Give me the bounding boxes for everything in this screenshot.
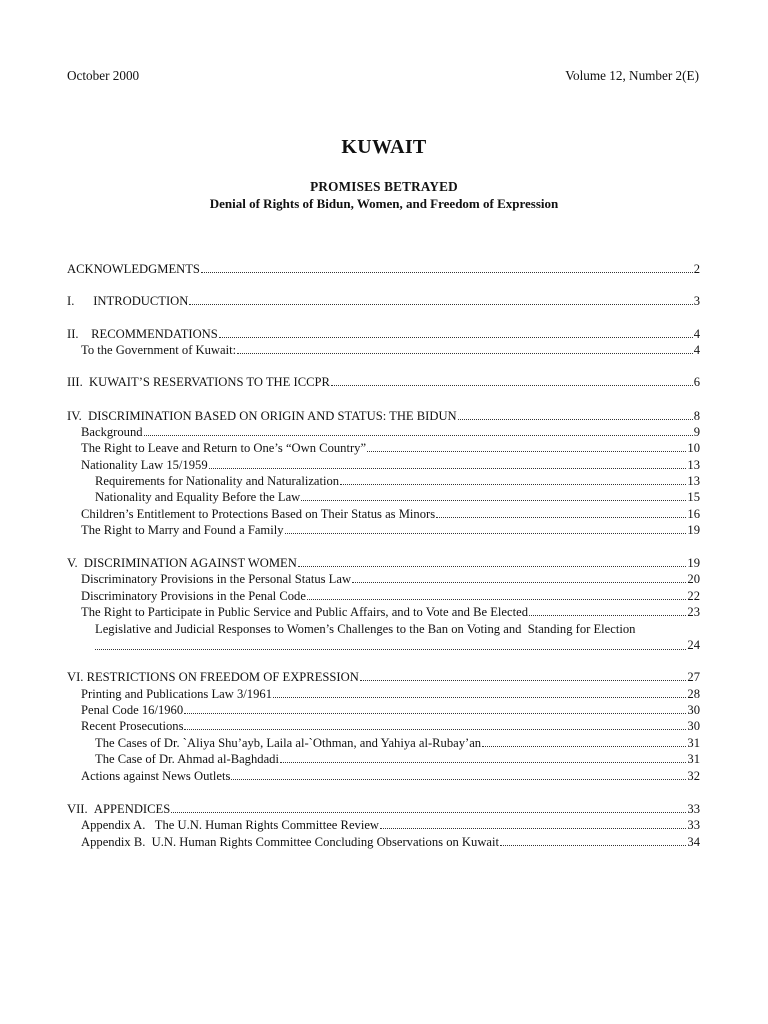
toc-entry-label: Nationality Law 15/1959 [81, 458, 208, 472]
leader-dots [340, 474, 686, 485]
toc-entry-introduction[interactable] [67, 293, 700, 309]
toc-page-number: 4 [693, 343, 700, 357]
leader-dots [184, 703, 686, 714]
toc-page-number: 2 [693, 262, 700, 276]
toc-entry-penal-code-provisions[interactable] [81, 588, 700, 604]
toc-page-number: 4 [693, 327, 700, 341]
toc-page-number: 32 [687, 769, 700, 783]
toc-page-number: 30 [687, 703, 700, 717]
leader-dots [380, 818, 686, 829]
volume-number: Volume 12, Number 2(E) [565, 68, 699, 83]
leader-dots [436, 507, 686, 518]
leader-dots [189, 294, 692, 305]
report-title: KUWAIT [341, 136, 427, 158]
leader-dots [273, 687, 686, 698]
toc-entry-news-outlets[interactable] [81, 768, 700, 784]
toc-entry-reservations[interactable] [67, 374, 700, 390]
toc-entry-label: Discriminatory Provisions in the Penal Code [81, 589, 306, 603]
toc-entry-personal-status-law[interactable] [81, 571, 700, 587]
leader-dots [529, 605, 686, 616]
issue-date: October 2000 [67, 68, 140, 83]
toc-page-number: 33 [687, 818, 700, 832]
toc-entry-case-baghdadi[interactable] [95, 751, 700, 767]
toc-page-number: 15 [687, 490, 700, 504]
report-description: Denial of Rights of Bidun, Women, and Freedom of Expression [209, 196, 559, 211]
toc-entry-childrens-entitlement[interactable] [81, 506, 700, 522]
toc-entry-to-government[interactable] [81, 342, 700, 358]
toc-page-number: 22 [687, 589, 700, 603]
leader-dots [231, 769, 686, 780]
toc-entry-legislative-responses[interactable] [95, 621, 700, 653]
toc-entry-cases-aliya[interactable] [95, 735, 700, 751]
toc-entry-label: The Cases of Dr. `Aliya Shu’ayb, Laila al-`Othman, and Yahiya al-Rubay’an [95, 736, 482, 750]
toc-page-number: 6 [693, 375, 700, 389]
toc-entry-label: The Right to Leave and Return to One’s “Own Country” [81, 441, 367, 455]
toc-entry-discrimination-bidun[interactable] [67, 408, 700, 424]
toc-entry-label: The Case of Dr. Ahmad al-Baghdadi [95, 752, 279, 766]
toc-entry-label: Discriminatory Provisions in the Personal Status Law [81, 572, 352, 586]
toc-entry-label: To the Government of Kuwait: [81, 343, 237, 357]
toc-page-number: 28 [687, 687, 700, 701]
leader-dots [144, 425, 693, 436]
leader-dots [95, 639, 686, 650]
toc-entry-label: Printing and Publications Law 3/1961 [81, 687, 272, 701]
toc-page-number: 23 [687, 605, 700, 619]
toc-entry-appendices[interactable] [67, 801, 700, 817]
toc-entry-label: Actions against News Outlets [81, 769, 231, 783]
leader-dots [184, 719, 686, 730]
toc-page-number: 33 [687, 802, 700, 816]
toc-page-number: 20 [687, 572, 700, 586]
leader-dots [201, 262, 693, 273]
toc-entry-label: I. INTRODUCTION [67, 294, 189, 308]
leader-dots [331, 375, 693, 386]
leader-dots [500, 835, 686, 846]
toc-entry-label: The Right to Participate in Public Service and Public Affairs, and to Vote and Be Elected [81, 605, 528, 619]
leader-dots [280, 752, 686, 763]
leader-dots [301, 490, 686, 501]
toc-page-number: 31 [687, 752, 700, 766]
toc-entry-appendix-a[interactable] [81, 817, 700, 833]
leader-dots [171, 802, 686, 813]
toc-page-number: 19 [687, 523, 700, 537]
leader-dots [307, 589, 686, 600]
toc-entry-label: Appendix B. U.N. Human Rights Committee Concluding Observations on Kuwait [81, 835, 500, 849]
toc-entry-right-to-leave[interactable] [81, 440, 700, 456]
toc-entry-label: Appendix A. The U.N. Human Rights Committee Review [81, 818, 380, 832]
toc-entry-label: Penal Code 16/1960 [81, 703, 184, 717]
toc-entry-acknowledgments[interactable] [67, 261, 700, 277]
toc-entry-label: Background [81, 425, 143, 439]
toc-page-number: 19 [687, 556, 700, 570]
toc-entry-label: The Right to Marry and Found a Family [81, 523, 284, 537]
toc-entry-label: Recent Prosecutions [81, 719, 184, 733]
leader-dots [298, 556, 687, 567]
toc-entry-label: Requirements for Nationality and Naturalization [95, 474, 340, 488]
leader-dots [219, 327, 693, 338]
toc-page-number: 3 [693, 294, 700, 308]
leader-dots [458, 409, 693, 420]
toc-page-number: 24 [687, 638, 700, 652]
toc-entry-recommendations[interactable] [67, 326, 700, 342]
toc-entry-recent-prosecutions[interactable] [81, 718, 700, 734]
toc-entry-label: VII. APPENDICES [67, 802, 171, 816]
toc-entry-label: V. DISCRIMINATION AGAINST WOMEN [67, 556, 297, 570]
toc-entry-label: IV. DISCRIMINATION BASED ON ORIGIN AND STATUS: THE BIDUN [67, 409, 457, 423]
toc-page-number: 16 [687, 507, 700, 521]
toc-entry-freedom-expression[interactable] [67, 669, 700, 685]
toc-page-number: 13 [687, 474, 700, 488]
leader-dots [237, 343, 693, 354]
toc-entry-label: ACKNOWLEDGMENTS [67, 262, 200, 276]
toc-entry-label: VI. RESTRICTIONS ON FREEDOM OF EXPRESSION [67, 670, 359, 684]
toc-page-number: 30 [687, 719, 700, 733]
toc-entry-background[interactable] [81, 424, 700, 440]
toc-page-number: 9 [693, 425, 700, 439]
toc-entry-label: II. RECOMMENDATIONS [67, 327, 218, 341]
toc-entry-appendix-b[interactable] [81, 834, 700, 850]
toc-entry-nationality-law[interactable] [81, 457, 700, 473]
toc-page-number: 34 [687, 835, 700, 849]
toc-page-number: 31 [687, 736, 700, 750]
report-subtitle: PROMISES BETRAYED [310, 179, 458, 194]
toc-entry-label: III. KUWAIT’S RESERVATIONS TO THE ICCPR [67, 375, 330, 389]
toc-entry-right-to-participate[interactable] [81, 604, 700, 620]
toc-entry-requirements-nationality[interactable] [95, 473, 700, 489]
toc-entry-label: Legislative and Judicial Responses to Women’s Challenges to the Ban on Voting and Standing for Election [95, 622, 636, 636]
toc-entry-penal-code[interactable] [81, 702, 700, 718]
toc-entry-label: Children’s Entitlement to Protections Based on Their Status as Minors [81, 507, 436, 521]
toc-entry-right-to-marry[interactable] [81, 522, 700, 538]
leader-dots [367, 441, 686, 452]
toc-entry-label: Nationality and Equality Before the Law [95, 490, 301, 504]
toc-page-number: 27 [687, 670, 700, 684]
toc-entry-printing-law[interactable] [81, 686, 700, 702]
leader-dots [352, 572, 686, 583]
toc-page-number: 10 [687, 441, 700, 455]
leader-dots [209, 458, 687, 469]
toc-page-number: 13 [687, 458, 700, 472]
leader-dots [285, 523, 687, 534]
leader-dots [482, 736, 686, 747]
toc-page-number: 8 [693, 409, 700, 423]
leader-dots [360, 670, 687, 681]
toc-entry-discrimination-women[interactable] [67, 555, 700, 571]
toc-entry-nationality-equality[interactable] [95, 489, 700, 505]
